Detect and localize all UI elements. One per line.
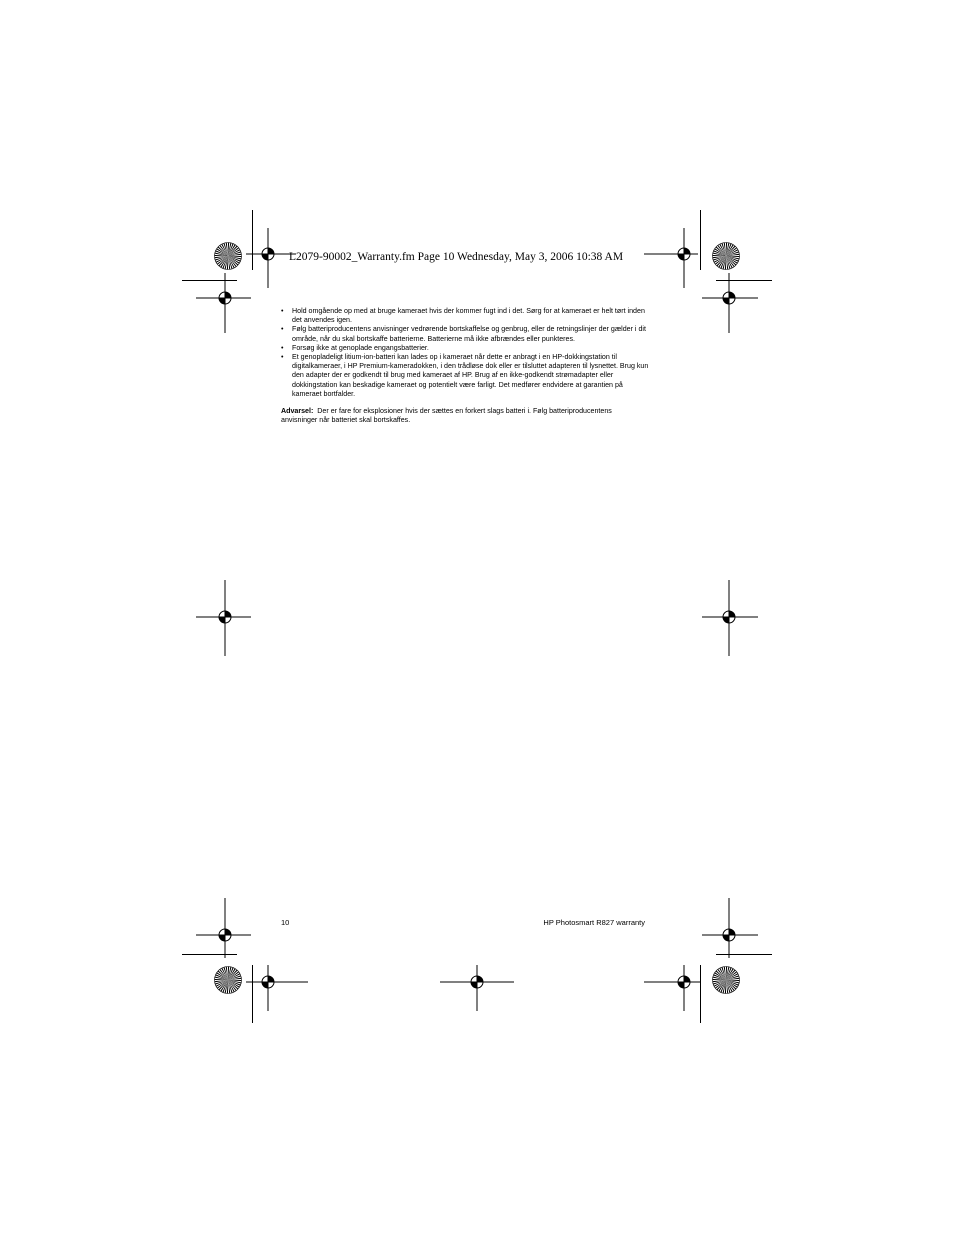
document-slug: L2079-90002_Warranty.fm Page 10 Wednesday, May 3, 2006 10:38 AM — [289, 251, 624, 263]
footer-title: HP Photosmart R827 warranty — [543, 918, 645, 927]
registration-crosshair-icon — [702, 898, 762, 958]
starburst-target-icon — [214, 966, 242, 994]
starburst-target-icon — [712, 242, 740, 270]
warning-text: Der er fare for eksplosioner hvis der sættes en forkert slags batteri i. Følg batteriproducentens anvisninger når batteriet skal bortskaffes. — [281, 407, 612, 425]
registration-crosshair-icon — [196, 273, 256, 333]
page-number: 10 — [281, 918, 290, 927]
list-item: • Følg batteriproducentens anvisninger vedrørende bortskaffelse og genbrug, eller de retningslinjer der gælder i dit område, når du skal bortskaffe batterierne. Batterierne må ikke afbrændes eller punkteres. — [281, 325, 649, 343]
warning-label: Advarsel: — [281, 407, 314, 416]
registration-crosshair-icon — [440, 965, 516, 1011]
registration-crosshair-icon — [702, 273, 762, 333]
crop-line — [700, 210, 701, 270]
list-item: • Forsøg ikke at genoplade engangsbatterier. — [281, 344, 649, 353]
registration-crosshair-icon — [196, 898, 256, 958]
starburst-target-icon — [214, 242, 242, 270]
warning-paragraph — [281, 407, 649, 425]
bullet-list — [281, 307, 649, 399]
registration-crosshair-icon — [196, 580, 256, 656]
registration-crosshair-icon — [644, 965, 704, 1011]
list-item: • Hold omgående op med at bruge kameraet hvis der kommer fugt ind i det. Sørg for at kameraet er helt tørt inden det anvendes igen. — [281, 307, 649, 325]
list-item: • Et genopladeligt litium-ion-batteri kan lades op i kameraet når dette er anbragt i en HP-dokkingstation til digitalkameraer, i HP Premium-kameradokken, i den trådløse dok eller er tilsluttet adapteren til lysnettet. Brug kun den adapter der er godkendt til brug med kameraet af HP. Brug af en ikke-godkendt strømadapter eller dokkingstation kan beskadige kameraet og potentielt være farligt. Det medfører endvidere at garantien på kameraet bortfalder. — [281, 353, 649, 399]
registration-crosshair-icon — [702, 580, 762, 656]
main-content — [281, 307, 649, 433]
registration-crosshair-icon — [640, 228, 700, 288]
starburst-target-icon — [712, 966, 740, 994]
registration-crosshair-icon — [236, 965, 310, 1011]
